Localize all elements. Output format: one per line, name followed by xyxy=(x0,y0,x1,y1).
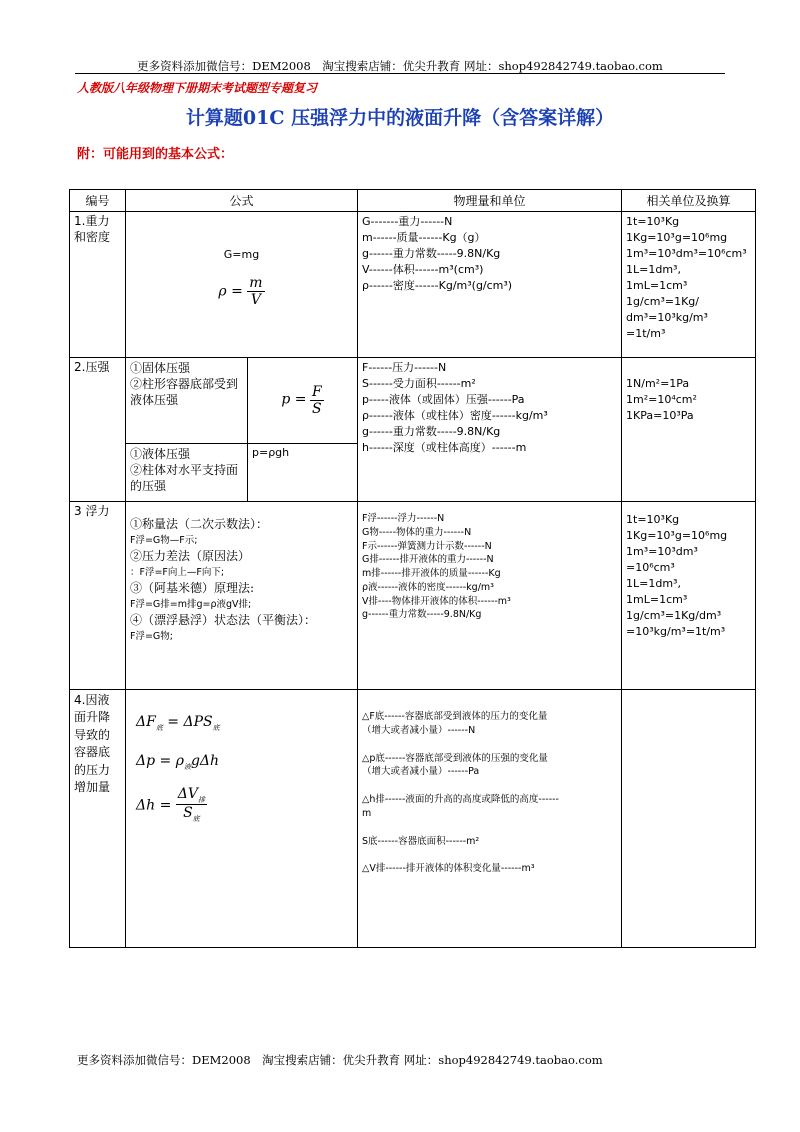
quantity-line: h------深度（或柱体高度）------m xyxy=(362,440,527,454)
quantity-line: △F底------容器底部受到液体的压力的变化量 xyxy=(362,711,548,722)
unit-line: 1mL=1cm³ xyxy=(626,278,688,292)
quantity-line: △V排------排开液体的体积变化量------m³ xyxy=(362,863,535,875)
unit-line: 1g/cm³=1Kg/ xyxy=(626,294,699,308)
quantity-line: F------压力------N xyxy=(362,361,447,374)
table-header-row xyxy=(70,190,756,212)
quantity-line: G排------排开液体的重力------N xyxy=(362,554,494,566)
pressure-case-1: ①固体压强 ②柱形容器底部受到液体压强 xyxy=(126,358,248,444)
quantity-line: V排----物体排开液体的体积------m³ xyxy=(362,595,511,607)
unit-line: 1Kg=10³g=10⁶mg xyxy=(626,230,728,244)
unit-line: 1m²=10⁴cm² xyxy=(626,392,697,406)
quantity-line: S底------容器底面积------m² xyxy=(362,835,480,847)
quantity-cell xyxy=(358,502,622,690)
formula-delta-force: $\Delta F_底 = \Delta PS_底$ xyxy=(136,714,220,732)
method-line: F浮=G物—F示; xyxy=(130,534,198,546)
unit-line: 1KPa=10³Pa xyxy=(626,408,694,422)
units-cell xyxy=(622,690,756,948)
units-cell xyxy=(622,212,756,358)
quantity-line: S------受力面积------m² xyxy=(362,376,476,390)
method-line: F浮=G物; xyxy=(130,630,173,642)
method-line: ：F浮=F向上—F向下; xyxy=(130,566,225,578)
row-label: 2.压强 xyxy=(70,358,126,502)
method-line: ①称量法（二次示数法）： xyxy=(130,517,269,531)
formula-liquid-pressure: p=ρgh xyxy=(248,444,358,502)
unit-line: 1L=1dm³, xyxy=(626,262,681,276)
row-label: 4.因液面升降导致的容器底的压力增加量 xyxy=(70,690,126,948)
header-units: 相关单位及换算 xyxy=(622,190,756,212)
page-header: 更多资料添加微信号：DEM2008 淘宝搜索店铺：优尖升教育 网址：shop492842749.taobao.com xyxy=(137,59,663,73)
buoyancy-methods-cell xyxy=(126,502,358,690)
unit-line: =10³kg/m³=1t/m³ xyxy=(626,624,726,638)
unit-line: 1m³=10³dm³ xyxy=(626,544,698,558)
unit-line: 1mL=1cm³ xyxy=(626,592,688,606)
quantity-line: （增大或者减小量）------N xyxy=(362,724,476,736)
quantity-line: F浮------浮力------N xyxy=(362,513,445,524)
quantity-line: △p底------容器底部受到液体的压强的变化量 xyxy=(362,752,548,764)
method-line: ③（阿基米德）原理法: xyxy=(130,580,255,595)
quantity-line: p-----液体（或固体）压强------Pa xyxy=(362,392,525,406)
unit-line: =1t/m³ xyxy=(626,326,666,340)
quantity-line: △h排------液面的升高的高度或降低的高度------ xyxy=(362,794,559,806)
row-label: 3 浮力 xyxy=(70,502,126,690)
header-number: 编号 xyxy=(70,190,126,212)
quantity-line: g------重力常数-----9.8N/Kg xyxy=(362,424,501,438)
units-cell xyxy=(622,358,756,502)
series-subtitle: 人教版八年级物理下册期末考试题型专题复习 xyxy=(77,81,318,95)
page-footer: 更多资料添加微信号：DEM2008 淘宝搜索店铺：优尖升教育 网址：shop492842749.taobao.com xyxy=(77,1053,603,1067)
header-formula: 公式 xyxy=(126,190,358,212)
header-quantity: 物理量和单位 xyxy=(358,190,622,212)
method-line: ④（漂浮悬浮）状态法（平衡法）： xyxy=(130,612,317,627)
quantity-line: g------重力常数-----9.8N/Kg xyxy=(362,246,501,260)
table-row xyxy=(70,690,756,948)
quantity-line: g------重力常数-----9.8N/Kg xyxy=(362,609,482,621)
method-line: F浮=G排=m排g=ρ液gV排; xyxy=(130,598,252,610)
header-rule xyxy=(75,73,725,74)
unit-line: 1g/cm³=1Kg/dm³ xyxy=(626,608,722,622)
unit-line: 1Kg=10³g=10⁶mg xyxy=(626,528,728,542)
unit-line: =10⁶cm³ xyxy=(626,560,675,574)
units-cell xyxy=(622,502,756,690)
pressure-case-2: ①液体压强 ②柱体对水平支持面的压强 xyxy=(126,444,248,502)
quantity-line: m------质量------Kg（g） xyxy=(362,230,486,244)
formula-delta-height: Δh = $\frac{\Delta V_排}{S_底}$ xyxy=(136,785,205,824)
method-line: ②压力差法（原因法） xyxy=(130,548,251,563)
appendix-heading: 附：可能用到的基本公式： xyxy=(77,147,234,162)
quantity-cell xyxy=(358,358,622,502)
quantity-line: ρ------密度------Kg/m³(g/cm³) xyxy=(362,278,513,292)
formula-delta-pressure: $\Delta p = \rho_液g\Delta h$ xyxy=(136,752,220,771)
quantity-line: F示------弹簧测力计示数------N xyxy=(362,540,492,552)
formula-cell xyxy=(126,212,358,358)
unit-line: 1t=10³Kg xyxy=(626,513,680,526)
quantity-line: G物-----物体的重力------N xyxy=(362,526,472,538)
formula-density: ρ = $\frac{m}{V}$ xyxy=(218,275,263,308)
quantity-line: G-------重力------N xyxy=(362,215,453,228)
formula-pressure: p = $\frac{F}{S}$ xyxy=(248,358,358,444)
formula-gravity: G=mg xyxy=(223,248,260,261)
unit-line: 1N/m²=1Pa xyxy=(626,377,690,390)
quantity-line: m排------排开液体的质量------Kg xyxy=(362,568,501,580)
unit-line: 1m³=10³dm³=10⁶cm³ xyxy=(626,246,747,260)
quantity-cell xyxy=(358,690,622,948)
formula-table xyxy=(69,189,756,948)
quantity-line: V------体积------m³(cm³) xyxy=(362,262,484,276)
row-label: 1.重力和密度 xyxy=(70,212,126,358)
quantity-cell xyxy=(358,212,622,358)
table-row xyxy=(70,502,756,690)
table-row xyxy=(70,358,756,444)
quantity-line: ρ液------液体的密度------kg/m³ xyxy=(362,581,494,593)
quantity-line: （增大或者减小量）------Pa xyxy=(362,766,480,778)
page-title: 计算题01C 压强浮力中的液面升降（含答案详解） xyxy=(185,107,615,129)
quantity-line: ρ------液体（或柱体）密度------kg/m³ xyxy=(362,408,548,422)
table-row xyxy=(70,212,756,358)
unit-line: 1t=10³Kg xyxy=(626,215,680,228)
formula-cell xyxy=(126,690,358,948)
unit-line: 1L=1dm³, xyxy=(626,576,681,590)
unit-line: dm³=10³kg/m³ xyxy=(626,310,708,324)
quantity-line: m xyxy=(362,807,372,819)
